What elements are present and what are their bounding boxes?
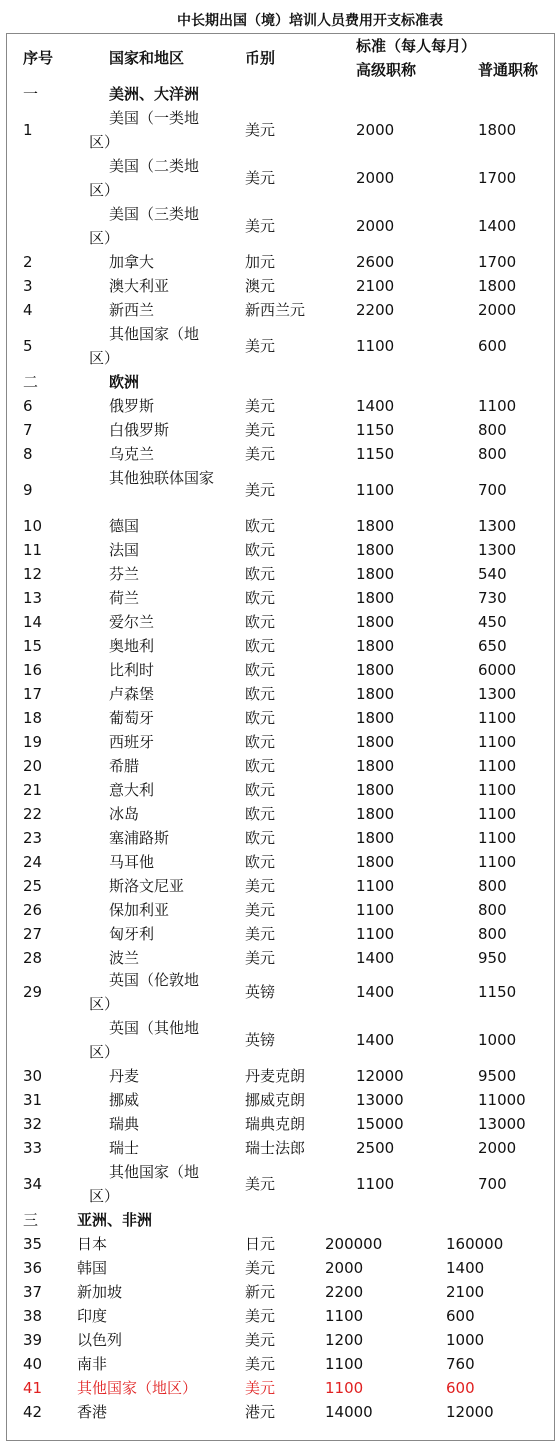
row-senior-amount: 1800 (356, 613, 395, 631)
row-seq: 9 (23, 481, 33, 499)
row-currency: 美元 (245, 169, 276, 187)
row-regular-amount: 1150 (478, 983, 517, 1001)
row-currency: 欧元 (245, 565, 276, 583)
row-region: 芬兰 (109, 565, 140, 583)
row-regular-amount: 2000 (478, 1139, 517, 1157)
row-regular-amount: 760 (446, 1355, 475, 1373)
row-seq: 35 (23, 1235, 43, 1253)
row-region: 匈牙利 (109, 925, 155, 943)
row-region: 瑞士 (109, 1139, 140, 1157)
row-senior-amount: 1400 (356, 949, 395, 967)
section-name: 欧洲 (109, 373, 140, 391)
row-regular-amount: 1800 (478, 121, 517, 139)
row-regular-amount: 1700 (478, 169, 517, 187)
row-region: 区） (89, 349, 120, 367)
row-region: 希腊 (109, 757, 140, 775)
row-currency: 澳元 (245, 277, 276, 295)
row-regular-amount: 160000 (446, 1235, 504, 1253)
row-region: 区） (89, 181, 120, 199)
row-senior-amount: 1100 (356, 877, 395, 895)
row-region: 冰岛 (109, 805, 140, 823)
row-region: 南非 (77, 1355, 108, 1373)
row-regular-amount: 1100 (478, 397, 517, 415)
row-senior-amount: 1100 (356, 925, 395, 943)
row-seq: 27 (23, 925, 43, 943)
row-regular-amount: 730 (478, 589, 507, 607)
section-number: 一 (23, 85, 39, 103)
row-regular-amount: 1100 (478, 757, 517, 775)
section-name: 亚洲、非洲 (77, 1211, 153, 1229)
row-seq: 25 (23, 877, 43, 895)
row-currency: 欧元 (245, 517, 276, 535)
row-seq: 24 (23, 853, 43, 871)
row-currency: 欧元 (245, 709, 276, 727)
section-number: 三 (23, 1211, 39, 1229)
row-currency: 港元 (245, 1403, 276, 1421)
row-regular-amount: 12000 (446, 1403, 494, 1421)
row-currency: 欧元 (245, 613, 276, 631)
row-seq: 11 (23, 541, 43, 559)
row-region: 奥地利 (109, 637, 155, 655)
row-regular-amount: 1300 (478, 517, 517, 535)
row-senior-amount: 2500 (356, 1139, 395, 1157)
row-region: 英国（伦敦地 (109, 971, 200, 989)
row-region: 区） (89, 1187, 120, 1205)
row-senior-amount: 1800 (356, 589, 395, 607)
row-seq: 10 (23, 517, 43, 535)
row-senior-amount: 1100 (325, 1307, 364, 1325)
row-region: 马耳他 (109, 853, 155, 871)
row-region: 区） (89, 133, 120, 151)
row-senior-amount: 1100 (356, 337, 395, 355)
row-senior-amount: 2100 (356, 277, 395, 295)
row-seq: 23 (23, 829, 43, 847)
row-region: 德国 (109, 517, 140, 535)
row-currency: 美元 (245, 1355, 276, 1373)
row-regular-amount: 9500 (478, 1067, 517, 1085)
row-senior-amount: 1800 (356, 781, 395, 799)
row-senior-amount: 1100 (325, 1379, 364, 1397)
section-number: 二 (23, 373, 39, 391)
row-currency: 欧元 (245, 781, 276, 799)
row-senior-amount: 1800 (356, 541, 395, 559)
row-seq: 33 (23, 1139, 43, 1157)
row-seq: 22 (23, 805, 43, 823)
row-currency: 瑞典克朗 (245, 1115, 306, 1133)
row-seq: 26 (23, 901, 43, 919)
row-seq: 32 (23, 1115, 43, 1133)
row-currency: 欧元 (245, 733, 276, 751)
header-regular: 普通职称 (478, 61, 539, 79)
row-seq: 12 (23, 565, 43, 583)
row-currency: 美元 (245, 901, 276, 919)
row-region: 乌克兰 (109, 445, 155, 463)
row-region: 印度 (77, 1307, 108, 1325)
row-seq: 39 (23, 1331, 43, 1349)
row-senior-amount: 2200 (325, 1283, 364, 1301)
row-senior-amount: 1800 (356, 565, 395, 583)
row-senior-amount: 1400 (356, 1031, 395, 1049)
row-currency: 英镑 (245, 1031, 276, 1049)
row-currency: 美元 (245, 1259, 276, 1277)
row-senior-amount: 1800 (356, 733, 395, 751)
row-regular-amount: 700 (478, 481, 507, 499)
row-regular-amount: 1100 (478, 829, 517, 847)
row-seq: 19 (23, 733, 43, 751)
row-seq: 17 (23, 685, 43, 703)
row-seq: 7 (23, 421, 33, 439)
row-regular-amount: 700 (478, 1175, 507, 1193)
row-senior-amount: 14000 (325, 1403, 373, 1421)
row-senior-amount: 1800 (356, 637, 395, 655)
row-region: 塞浦路斯 (109, 829, 170, 847)
row-senior-amount: 2000 (325, 1259, 364, 1277)
row-currency: 欧元 (245, 805, 276, 823)
row-seq: 30 (23, 1067, 43, 1085)
row-senior-amount: 2000 (356, 121, 395, 139)
row-currency: 欧元 (245, 853, 276, 871)
row-regular-amount: 1100 (478, 853, 517, 871)
row-senior-amount: 200000 (325, 1235, 383, 1253)
row-regular-amount: 1100 (478, 805, 517, 823)
row-seq: 5 (23, 337, 33, 355)
row-regular-amount: 6000 (478, 661, 517, 679)
row-region: 澳大利亚 (109, 277, 170, 295)
row-seq: 16 (23, 661, 43, 679)
row-region: 英国（其他地 (109, 1019, 200, 1037)
row-senior-amount: 1400 (356, 983, 395, 1001)
row-senior-amount: 13000 (356, 1091, 404, 1109)
header-senior: 高级职称 (356, 61, 417, 79)
row-seq: 20 (23, 757, 43, 775)
row-currency: 美元 (245, 481, 276, 499)
row-senior-amount: 1800 (356, 829, 395, 847)
row-currency: 欧元 (245, 541, 276, 559)
row-senior-amount: 1100 (356, 481, 395, 499)
row-seq: 28 (23, 949, 43, 967)
row-currency: 美元 (245, 337, 276, 355)
row-seq: 1 (23, 121, 33, 139)
row-regular-amount: 800 (478, 421, 507, 439)
row-regular-amount: 1800 (478, 277, 517, 295)
row-region: 韩国 (77, 1259, 108, 1277)
row-regular-amount: 11000 (478, 1091, 526, 1109)
row-regular-amount: 2000 (478, 301, 517, 319)
row-seq: 37 (23, 1283, 43, 1301)
page-title: 中长期出国（境）培训人员费用开支标准表 (177, 13, 443, 29)
row-regular-amount: 600 (446, 1379, 475, 1397)
row-senior-amount: 1800 (356, 805, 395, 823)
row-currency: 美元 (245, 397, 276, 415)
row-region: 葡萄牙 (109, 709, 155, 727)
row-regular-amount: 800 (478, 445, 507, 463)
row-regular-amount: 1100 (478, 733, 517, 751)
section-name: 美洲、大洋洲 (109, 85, 200, 103)
row-region: 卢森堡 (109, 685, 155, 703)
row-region: 其他独联体国家 (109, 469, 215, 487)
row-seq: 13 (23, 589, 43, 607)
row-region: 爱尔兰 (109, 613, 155, 631)
row-region: 波兰 (109, 949, 140, 967)
row-regular-amount: 1400 (478, 217, 517, 235)
row-regular-amount: 1700 (478, 253, 517, 271)
row-regular-amount: 800 (478, 925, 507, 943)
row-currency: 美元 (245, 1379, 276, 1397)
row-currency: 日元 (245, 1235, 276, 1253)
row-regular-amount: 13000 (478, 1115, 526, 1133)
row-region: 比利时 (109, 661, 155, 679)
row-region: 香港 (77, 1403, 108, 1421)
row-currency: 欧元 (245, 661, 276, 679)
row-region: 其他国家（地区） (77, 1379, 198, 1397)
row-regular-amount: 1100 (478, 709, 517, 727)
row-currency: 欧元 (245, 685, 276, 703)
row-seq: 31 (23, 1091, 43, 1109)
row-senior-amount: 1100 (356, 901, 395, 919)
row-regular-amount: 950 (478, 949, 507, 967)
row-region: 加拿大 (109, 253, 155, 271)
row-region: 荷兰 (109, 589, 140, 607)
row-senior-amount: 1800 (356, 685, 395, 703)
row-seq: 40 (23, 1355, 43, 1373)
row-currency: 美元 (245, 1331, 276, 1349)
row-regular-amount: 650 (478, 637, 507, 655)
row-senior-amount: 1100 (325, 1355, 364, 1373)
row-region: 新加坡 (77, 1283, 123, 1301)
row-regular-amount: 540 (478, 565, 507, 583)
row-seq: 8 (23, 445, 33, 463)
row-regular-amount: 1000 (478, 1031, 517, 1049)
row-seq: 34 (23, 1175, 43, 1193)
row-currency: 美元 (245, 445, 276, 463)
row-senior-amount: 1150 (356, 445, 395, 463)
row-region: 以色列 (77, 1331, 123, 1349)
row-senior-amount: 1200 (325, 1331, 364, 1349)
row-region: 区） (89, 1043, 120, 1061)
row-currency: 挪威克朗 (245, 1091, 306, 1109)
row-region: 意大利 (109, 781, 155, 799)
row-region: 日本 (77, 1235, 108, 1253)
row-regular-amount: 450 (478, 613, 507, 631)
row-region: 区） (89, 229, 120, 247)
row-currency: 瑞士法郎 (245, 1139, 306, 1157)
row-senior-amount: 2600 (356, 253, 395, 271)
header-region: 国家和地区 (109, 49, 185, 67)
row-seq: 2 (23, 253, 33, 271)
row-currency: 欧元 (245, 637, 276, 655)
row-senior-amount: 1800 (356, 517, 395, 535)
row-seq: 4 (23, 301, 33, 319)
row-senior-amount: 1400 (356, 397, 395, 415)
row-currency: 丹麦克朗 (245, 1067, 306, 1085)
row-senior-amount: 2000 (356, 169, 395, 187)
row-region: 美国（二类地 (109, 157, 200, 175)
row-seq: 36 (23, 1259, 43, 1277)
row-region: 其他国家（地 (109, 325, 200, 343)
row-currency: 新西兰元 (245, 301, 306, 319)
row-region: 美国（三类地 (109, 205, 200, 223)
row-senior-amount: 2000 (356, 217, 395, 235)
row-region: 白俄罗斯 (109, 421, 170, 439)
row-currency: 英镑 (245, 983, 276, 1001)
row-region: 挪威 (109, 1091, 140, 1109)
row-currency: 美元 (245, 421, 276, 439)
row-senior-amount: 1800 (356, 661, 395, 679)
header-seq: 序号 (23, 49, 54, 67)
row-region: 斯洛文尼亚 (109, 877, 185, 895)
row-seq: 3 (23, 277, 33, 295)
row-seq: 15 (23, 637, 43, 655)
row-seq: 21 (23, 781, 43, 799)
row-regular-amount: 600 (446, 1307, 475, 1325)
header-standard: 标准（每人每月） (356, 37, 477, 55)
row-currency: 新元 (245, 1283, 276, 1301)
row-region: 丹麦 (109, 1067, 140, 1085)
row-region: 其他国家（地 (109, 1163, 200, 1181)
row-regular-amount: 1300 (478, 685, 517, 703)
row-seq: 41 (23, 1379, 43, 1397)
row-seq: 38 (23, 1307, 43, 1325)
header-currency: 币别 (245, 49, 276, 67)
row-regular-amount: 1300 (478, 541, 517, 559)
row-regular-amount: 800 (478, 877, 507, 895)
row-senior-amount: 1100 (356, 1175, 395, 1193)
row-regular-amount: 1100 (478, 781, 517, 799)
row-seq: 14 (23, 613, 43, 631)
row-region: 区） (89, 995, 120, 1013)
row-region: 瑞典 (109, 1115, 140, 1133)
row-senior-amount: 2200 (356, 301, 395, 319)
row-currency: 美元 (245, 1307, 276, 1325)
row-senior-amount: 1150 (356, 421, 395, 439)
row-senior-amount: 1800 (356, 853, 395, 871)
row-senior-amount: 12000 (356, 1067, 404, 1085)
row-region: 俄罗斯 (109, 397, 155, 415)
row-currency: 美元 (245, 217, 276, 235)
row-region: 法国 (109, 541, 140, 559)
row-currency: 欧元 (245, 829, 276, 847)
row-regular-amount: 800 (478, 901, 507, 919)
row-region: 新西兰 (109, 301, 155, 319)
row-currency: 欧元 (245, 757, 276, 775)
row-currency: 美元 (245, 877, 276, 895)
row-currency: 加元 (245, 253, 276, 271)
row-senior-amount: 1800 (356, 709, 395, 727)
row-regular-amount: 1400 (446, 1259, 485, 1277)
row-region: 美国（一类地 (109, 109, 200, 127)
row-seq: 18 (23, 709, 43, 727)
row-seq: 29 (23, 983, 43, 1001)
row-regular-amount: 600 (478, 337, 507, 355)
row-senior-amount: 1800 (356, 757, 395, 775)
row-currency: 美元 (245, 949, 276, 967)
row-seq: 42 (23, 1403, 43, 1421)
row-currency: 美元 (245, 925, 276, 943)
row-seq: 6 (23, 397, 33, 415)
row-currency: 美元 (245, 1175, 276, 1193)
row-currency: 欧元 (245, 589, 276, 607)
row-regular-amount: 2100 (446, 1283, 485, 1301)
row-currency: 美元 (245, 121, 276, 139)
row-region: 西班牙 (109, 733, 155, 751)
row-senior-amount: 15000 (356, 1115, 404, 1133)
row-regular-amount: 1000 (446, 1331, 485, 1349)
row-region: 保加利亚 (109, 901, 170, 919)
